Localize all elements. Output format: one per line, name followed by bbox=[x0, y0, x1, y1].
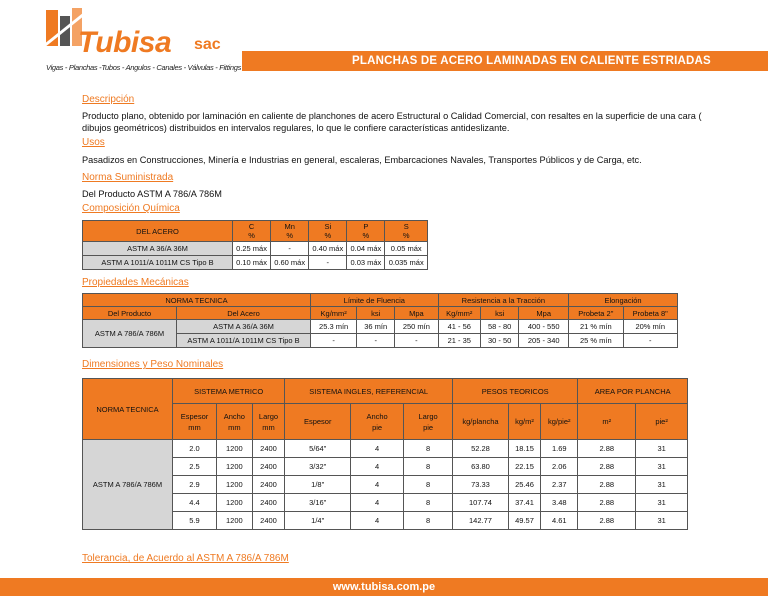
table-cell: 205 - 340 bbox=[519, 334, 569, 348]
table-cell: 2.0 bbox=[173, 440, 217, 458]
table-cell: 21 % mín bbox=[569, 320, 623, 334]
usos-text: Pasadizos en Construcciones, Minería e Industrias en general, escaleras, Embarcaciones Navales, Transportes Públicos y de Carga, etc. bbox=[82, 155, 642, 165]
table-cell: 31 bbox=[636, 440, 688, 458]
table-header: Límite de Fluencia bbox=[311, 294, 439, 307]
table-header: Mpa bbox=[519, 307, 569, 320]
logo-suffix: sac bbox=[194, 36, 221, 53]
footer-url-link[interactable]: www.tubisa.com.pe bbox=[332, 581, 436, 593]
table-cell: 0.035 máx bbox=[385, 256, 428, 270]
dimensiones-table bbox=[82, 378, 688, 530]
table-cell: 73.33 bbox=[453, 476, 509, 494]
table-cell: 5/64" bbox=[285, 440, 351, 458]
table-cell: 20% mín bbox=[623, 320, 677, 334]
table-cell: 0.60 máx bbox=[271, 256, 309, 270]
table-cell: 2.9 bbox=[173, 476, 217, 494]
table-header: Largo pie bbox=[404, 404, 453, 440]
table-header: Del Producto bbox=[83, 307, 177, 320]
table-cell: 2400 bbox=[252, 458, 285, 476]
table-cell: 21 - 35 bbox=[438, 334, 480, 348]
table-cell: 0.25 máx bbox=[233, 242, 271, 256]
table-cell: 2400 bbox=[252, 512, 285, 530]
table-header-row bbox=[83, 294, 678, 307]
table-header: Espesor bbox=[285, 404, 351, 440]
table-header: Ancho pie bbox=[351, 404, 404, 440]
mecanicas-table bbox=[82, 293, 678, 348]
table-cell-producto: ASTM A 786/A 786M bbox=[83, 320, 177, 348]
table-cell: 31 bbox=[636, 476, 688, 494]
table-cell: 8 bbox=[404, 512, 453, 530]
section-mecanicas-heading: Propiedades Mecánicas bbox=[82, 277, 189, 288]
table-cell: - bbox=[623, 334, 677, 348]
table-cell: 0.03 máx bbox=[347, 256, 385, 270]
table-cell-producto: ASTM A 786/A 786M bbox=[83, 440, 173, 530]
table-cell: 25.3 mín bbox=[311, 320, 357, 334]
table-cell: 1200 bbox=[217, 494, 253, 512]
table-cell: 0.05 máx bbox=[385, 242, 428, 256]
logo-name: Tubisa bbox=[78, 26, 172, 59]
table-cell: 2.88 bbox=[578, 458, 636, 476]
table-cell: 30 - 50 bbox=[480, 334, 518, 348]
table-header: Largo mm bbox=[252, 404, 285, 440]
logo-tagline: Vigas - Planchas -Tubos - Angulos - Canales - Válvulas - Fittings bbox=[46, 63, 242, 72]
table-header-row bbox=[83, 221, 428, 242]
table-cell: 8 bbox=[404, 458, 453, 476]
table-header: kg/pie² bbox=[541, 404, 578, 440]
table-header: AREA POR PLANCHA bbox=[578, 379, 688, 404]
table-header: kg/plancha bbox=[453, 404, 509, 440]
table-cell: 41 - 56 bbox=[438, 320, 480, 334]
table-cell: 37.41 bbox=[508, 494, 540, 512]
table-cell: 1200 bbox=[217, 458, 253, 476]
table-cell: ASTM A 1011/A 1011M CS Tipo B bbox=[177, 334, 311, 348]
table-cell: 2400 bbox=[252, 494, 285, 512]
page-title: PLANCHAS DE ACERO LAMINADAS EN CALIENTE ESTRIADAS bbox=[352, 55, 711, 67]
table-header: SISTEMA INGLES, REFERENCIAL bbox=[285, 379, 453, 404]
table-cell: 36 mín bbox=[357, 320, 395, 334]
table-row bbox=[83, 476, 688, 494]
table-header: Probeta 2" bbox=[569, 307, 623, 320]
table-header: pie² bbox=[636, 404, 688, 440]
descripcion-text: Producto plano, obtenido por laminación en caliente de planchones de acero Estructural o Calidad Comercial, con resaltes en la superficie de una cara ( dibujos geométricos) distribuidos en intervalos regulares, lo que le confiere características antideslizante. bbox=[82, 111, 702, 133]
table-cell: 3.48 bbox=[541, 494, 578, 512]
table-cell: 107.74 bbox=[453, 494, 509, 512]
table-header: PESOS TEORICOS bbox=[453, 379, 578, 404]
table-subheader-row bbox=[83, 404, 688, 440]
table-cell: 2.88 bbox=[578, 494, 636, 512]
table-cell: 2.06 bbox=[541, 458, 578, 476]
section-dimensiones-heading: Dimensiones y Peso Nominales bbox=[82, 359, 224, 370]
table-header: Kg/mm² bbox=[438, 307, 480, 320]
table-cell: 0.40 máx bbox=[309, 242, 347, 256]
table-cell: 0.10 máx bbox=[233, 256, 271, 270]
table-cell: 3/16" bbox=[285, 494, 351, 512]
table-cell: 142.77 bbox=[453, 512, 509, 530]
table-cell: 2400 bbox=[252, 476, 285, 494]
table-cell: - bbox=[271, 242, 309, 256]
table-cell: 8 bbox=[404, 494, 453, 512]
table-header: kg/m² bbox=[508, 404, 540, 440]
section-composicion-heading: Composición Química bbox=[82, 203, 180, 214]
table-header: Mpa bbox=[395, 307, 438, 320]
table-row bbox=[83, 440, 688, 458]
table-header: Mn % bbox=[271, 221, 309, 242]
table-cell: 49.57 bbox=[508, 512, 540, 530]
table-row bbox=[83, 458, 688, 476]
table-cell: 25 % mín bbox=[569, 334, 623, 348]
section-descripcion-heading: Descripción bbox=[82, 94, 135, 105]
table-cell: 4 bbox=[351, 458, 404, 476]
table-cell: 4.61 bbox=[541, 512, 578, 530]
table-cell: 4 bbox=[351, 476, 404, 494]
table-cell: 1200 bbox=[217, 440, 253, 458]
table-header: ksi bbox=[357, 307, 395, 320]
table-row bbox=[83, 242, 428, 256]
table-header: Si % bbox=[309, 221, 347, 242]
table-header: SISTEMA METRICO bbox=[173, 379, 285, 404]
table-cell: 1200 bbox=[217, 512, 253, 530]
composicion-table bbox=[82, 220, 428, 270]
page-title-bar bbox=[242, 51, 768, 71]
table-cell: 1200 bbox=[217, 476, 253, 494]
table-cell: 1/8" bbox=[285, 476, 351, 494]
table-header: NORMA TECNICA bbox=[83, 294, 311, 307]
table-cell: 4 bbox=[351, 494, 404, 512]
table-cell: 4 bbox=[351, 440, 404, 458]
table-header: Ancho mm bbox=[217, 404, 253, 440]
table-cell: - bbox=[311, 334, 357, 348]
table-header: NORMA TECNICA bbox=[83, 379, 173, 440]
table-cell: - bbox=[357, 334, 395, 348]
table-cell: ASTM A 1011/A 1011M CS Tipo B bbox=[83, 256, 233, 270]
table-cell: 25.46 bbox=[508, 476, 540, 494]
table-cell: 1/4" bbox=[285, 512, 351, 530]
section-usos-heading: Usos bbox=[82, 137, 105, 148]
table-cell: 2.88 bbox=[578, 440, 636, 458]
table-cell: 22.15 bbox=[508, 458, 540, 476]
table-header: C % bbox=[233, 221, 271, 242]
table-cell: 2.5 bbox=[173, 458, 217, 476]
table-cell: 2.88 bbox=[578, 476, 636, 494]
table-cell: 31 bbox=[636, 494, 688, 512]
table-cell: 2.37 bbox=[541, 476, 578, 494]
table-cell: 3/32" bbox=[285, 458, 351, 476]
table-row bbox=[83, 256, 428, 270]
table-cell: 4.4 bbox=[173, 494, 217, 512]
table-cell: - bbox=[309, 256, 347, 270]
table-cell: 18.15 bbox=[508, 440, 540, 458]
table-cell: 8 bbox=[404, 476, 453, 494]
table-cell: 2400 bbox=[252, 440, 285, 458]
table-header: m² bbox=[578, 404, 636, 440]
table-cell: 1.69 bbox=[541, 440, 578, 458]
table-cell: 52.28 bbox=[453, 440, 509, 458]
table-cell: 4 bbox=[351, 512, 404, 530]
table-header: DEL ACERO bbox=[83, 221, 233, 242]
company-logo bbox=[44, 6, 244, 72]
table-cell: 31 bbox=[636, 512, 688, 530]
table-header: Kg/mm² bbox=[311, 307, 357, 320]
table-cell: 5.9 bbox=[173, 512, 217, 530]
table-header: Espesor mm bbox=[173, 404, 217, 440]
table-header: P % bbox=[347, 221, 385, 242]
table-header: Elongación bbox=[569, 294, 678, 307]
table-cell: 400 - 550 bbox=[519, 320, 569, 334]
norma-text: Del Producto ASTM A 786/A 786M bbox=[82, 189, 222, 199]
table-row bbox=[83, 512, 688, 530]
table-cell: 0.04 máx bbox=[347, 242, 385, 256]
table-header: Probeta 8" bbox=[623, 307, 677, 320]
table-header: Del Acero bbox=[177, 307, 311, 320]
table-row bbox=[83, 494, 688, 512]
table-cell: 250 mín bbox=[395, 320, 438, 334]
table-row bbox=[83, 320, 678, 334]
table-header: Resistencia a la Tracción bbox=[438, 294, 568, 307]
table-cell: 58 - 80 bbox=[480, 320, 518, 334]
table-cell: 63.80 bbox=[453, 458, 509, 476]
table-cell: ASTM A 36/A 36M bbox=[83, 242, 233, 256]
footer-bar bbox=[0, 578, 768, 596]
table-cell: 31 bbox=[636, 458, 688, 476]
table-header: ksi bbox=[480, 307, 518, 320]
table-header-row bbox=[83, 379, 688, 404]
table-subheader-row bbox=[83, 307, 678, 320]
table-cell: 8 bbox=[404, 440, 453, 458]
table-cell: - bbox=[395, 334, 438, 348]
table-cell: ASTM A 36/A 36M bbox=[177, 320, 311, 334]
table-header: S % bbox=[385, 221, 428, 242]
section-norma-heading: Norma Suministrada bbox=[82, 172, 174, 183]
table-cell: 2.88 bbox=[578, 512, 636, 530]
section-tolerancia-link[interactable]: Tolerancia, de Acuerdo al ASTM A 786/A 786M bbox=[82, 553, 289, 564]
